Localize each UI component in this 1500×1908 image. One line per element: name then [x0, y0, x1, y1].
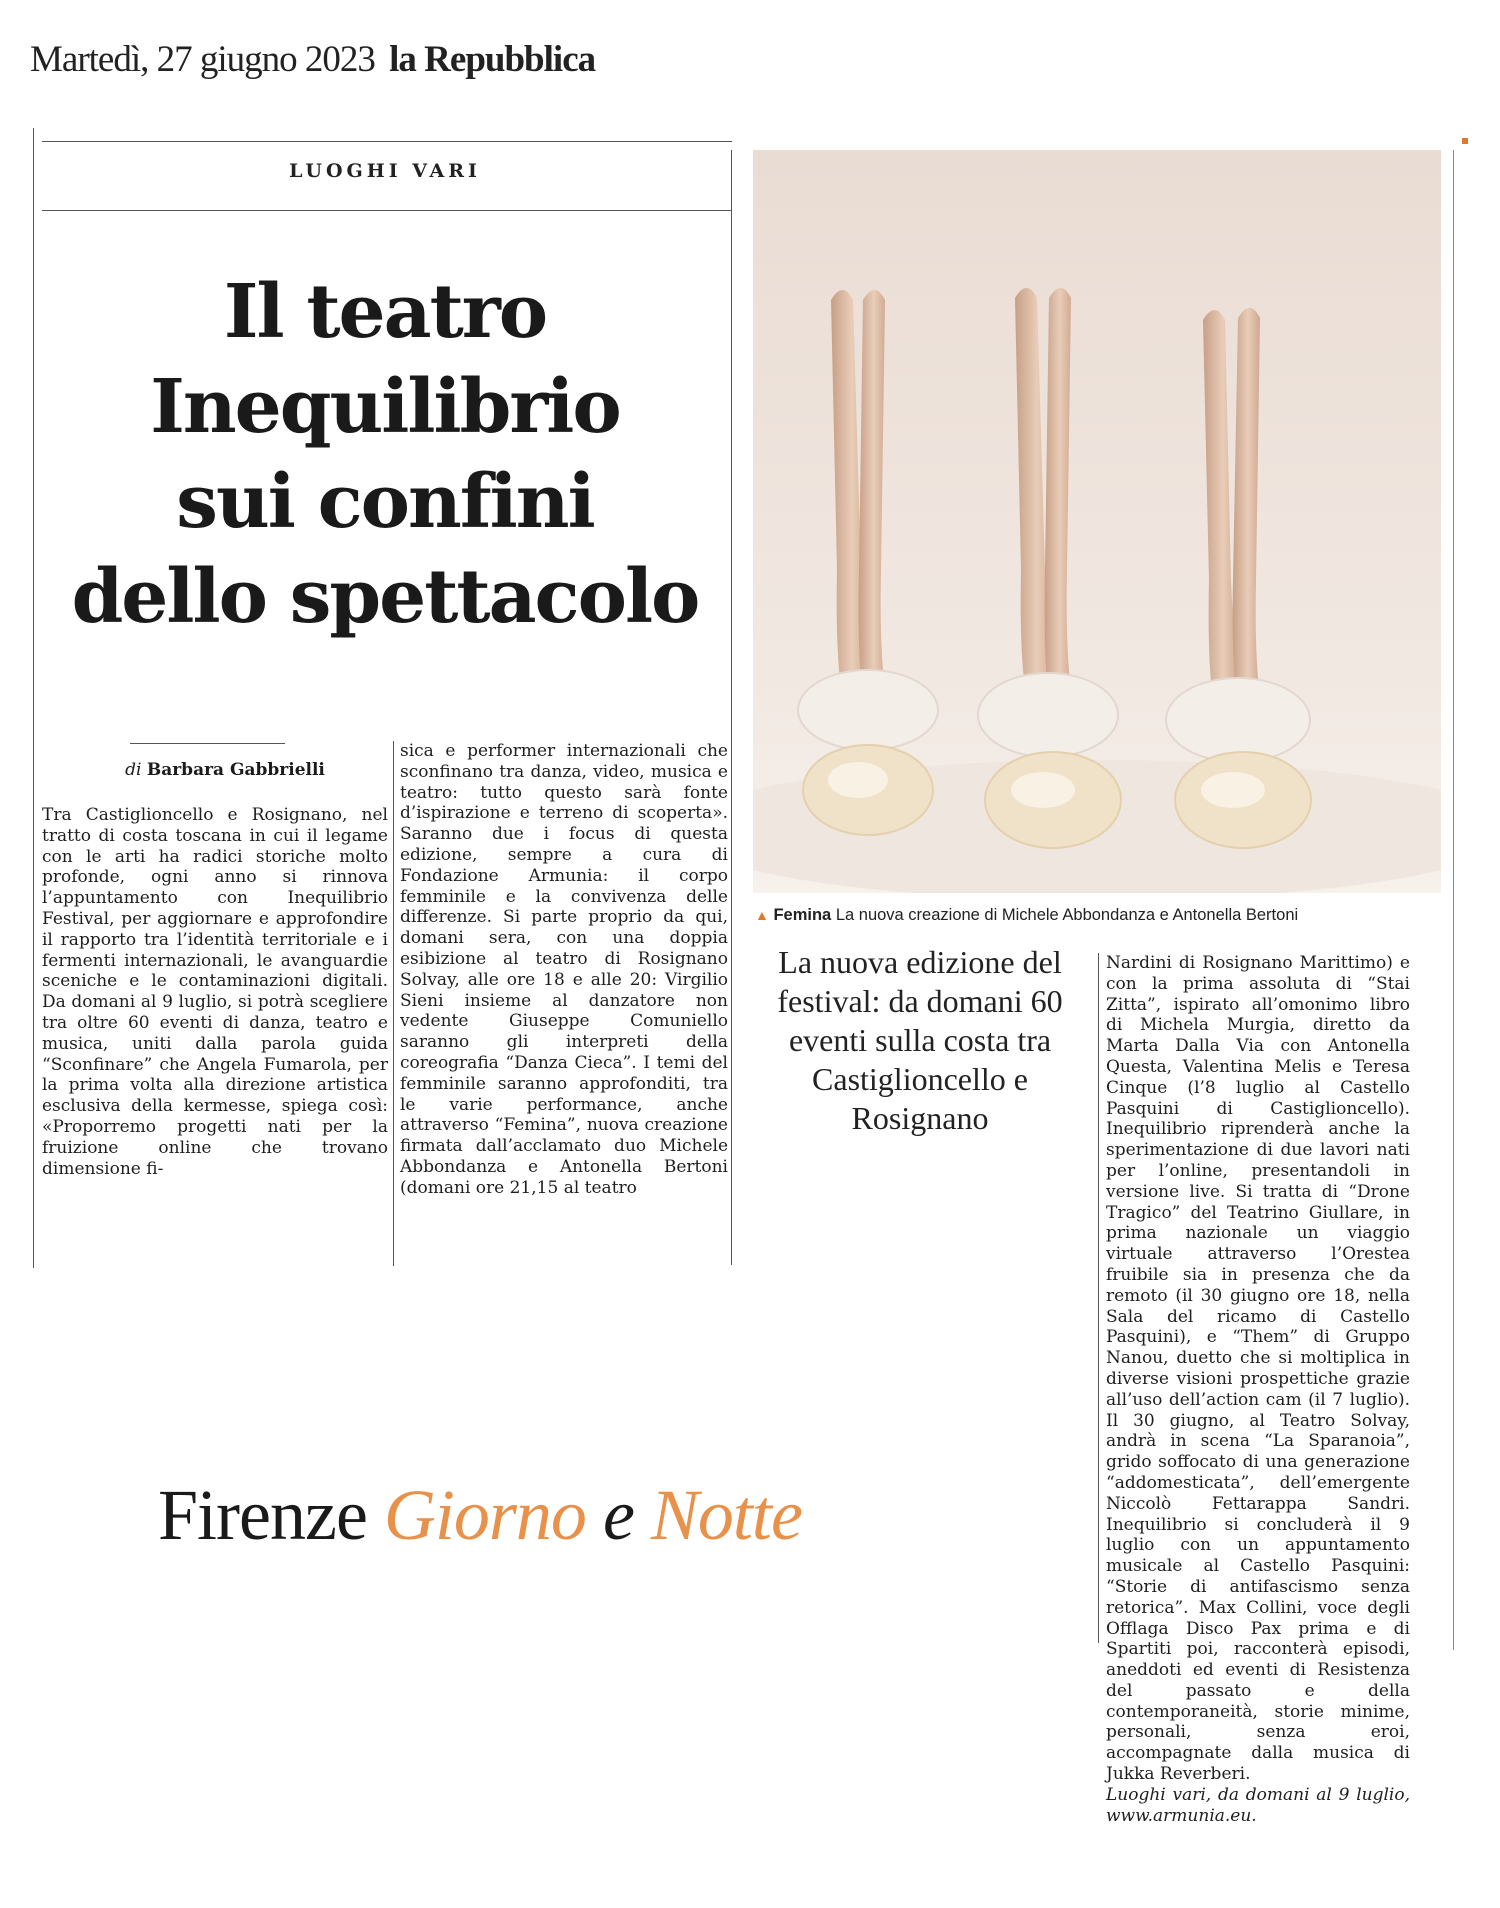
headline-line: Il teatro — [223, 269, 547, 355]
logo-word-e: e — [602, 1475, 634, 1555]
section-bottom-rule — [42, 210, 732, 211]
headline-line: Inequilibrio — [150, 364, 620, 450]
caption-tag: Femina — [773, 906, 832, 924]
article-column-3 — [1106, 953, 1410, 1826]
article-headline — [40, 265, 730, 645]
issue-date: Martedì, 27 giugno 2023 — [30, 39, 375, 80]
dancers-photo — [753, 150, 1441, 893]
headline-line: dello spettacolo — [71, 554, 699, 640]
page-corner-mark — [1462, 138, 1468, 144]
article-column-2 — [400, 741, 728, 1199]
logo-word-firenze: Firenze — [158, 1475, 367, 1555]
article-subhead: La nuova edizione del festival: da domani 60 eventi sulla costa tra Castiglioncello e Rosignano — [777, 944, 1063, 1136]
page-masthead — [30, 38, 595, 81]
byline-rule — [130, 743, 285, 744]
section-label: LUOGHI VARI — [289, 160, 481, 182]
body-text: Nardini di Rosignano Marittimo) e con la prima assoluta di “Stai Zitta”, ispirato all’omonimo libro di Michela Murgia, diretto da Marta Dalla Via con Antonella Questa, Valentina Melis e Teresa Cinque (l’8 luglio al Castello Pasquini di Castiglioncello). Inequilibrio riprenderà anche la sperimentazione di due lavori nati per l’online, presentandoli in versione live. Si tratta di “Drone Tragico” del Teatrino Giullare, in prima nazionale un viaggio virtuale attraverso l’Orestea fruibile sia in presenza che da remoto (il 30 giugno ore 18, nella Sala del ricamo di Castello Pasquini), e “Them” di Gruppo Nanou, duetto che si moltiplica in diverse visioni prospettiche grazie all’uso dell’action cam (il 7 luglio). Il 30 giugno, al Teatro Solvay, andrà in scena “La Sparanoia”, grido soffocato di una generazione “addomesticata”, dell’emergente Niccolò Fettarappa Sandri. Inequilibrio si concluderà il 9 luglio con un appuntamento musicale al Castello Pasquini: “Storie di antifascismo senza retorica”. Max Collini, voce degli Offlaga Disco Pax prima e di Spartiti poi, racconterà episodi, aneddoti ed eventi di Resistenza del passato e della contemporaneità, storie minime, personali, senza eroi, accompagnate dalla musica di Jukka Reverberi. — [1106, 953, 1410, 1785]
supplement-logo — [158, 1474, 802, 1557]
logo-word-notte: Notte — [650, 1475, 802, 1555]
photo-caption — [755, 906, 1455, 925]
left-column-rule — [33, 128, 34, 1268]
byline-prefix: di — [125, 760, 142, 780]
body-text: Tra Castiglioncello e Rosignano, nel tratto di costa toscana in cui il legame con le arti ha radici storiche molto profonde, ogni anno si rinnova l’appuntamento con Inequilibrio Festival, per aggiornare e approfondire il rapporto tra l’identità territoriale e i fermenti internazionali, le avanguardie sceniche e le contaminazioni digitali. Da domani al 9 luglio, si potrà scegliere tra oltre 60 eventi di danza, teatro e musica, uniti dalla parola guida “Sconfinare” che Angela Fumarola, per la prima volta alla direzione artistica esclusiva della kermesse, spiega così: «Proporremo progetti nati per la fruizione online che trovano dimensione fi- — [42, 805, 388, 1179]
newspaper-name: la Repubblica — [389, 39, 596, 80]
caption-triangle-icon: ▲ — [755, 907, 769, 923]
headline-line: sui confini — [176, 459, 594, 545]
photo-column-rule — [731, 150, 732, 1265]
page-right-rule — [1453, 150, 1454, 1650]
logo-word-giorno: Giorno — [383, 1475, 586, 1555]
right-column-rule — [1098, 953, 1099, 1643]
body-text: sica e performer internazionali che sconfinano tra danza, video, musica e teatro: tutto questo sarà fonte d’ispirazione e terreno di scoperta». Saranno due i focus di questa edizione, sempre a cura di Fondazione Armunia: il corpo femminile e la convivenza delle differenze. Si parte proprio da qui, domani sera, con una doppia esibizione al teatro di Rosignano Solvay, alle ore 18 e alle 20: Virgilio Sieni insieme al danzatore non vedente Giuseppe Comuniello saranno gli interpreti della coreografia “Danza Cieca”. I temi del femminile saranno approfonditi, tra le varie performance, anche attraverso “Femina”, nuova creazione firmata dall’acclamato duo Michele Abbondanza e Antonella Bertoni (domani ore 21,15 al teatro — [400, 741, 728, 1198]
article-column-1 — [42, 805, 388, 1179]
section-top-rule — [42, 141, 732, 142]
body-column-rule — [393, 741, 394, 1266]
author-name: Barbara Gabbrielli — [146, 760, 325, 780]
article-signoff: Luoghi vari, da domani al 9 luglio, www.armunia.eu. — [1106, 1784, 1410, 1826]
caption-text: La nuova creazione di Michele Abbondanza e Antonella Bertoni — [835, 906, 1299, 924]
byline — [70, 760, 380, 780]
